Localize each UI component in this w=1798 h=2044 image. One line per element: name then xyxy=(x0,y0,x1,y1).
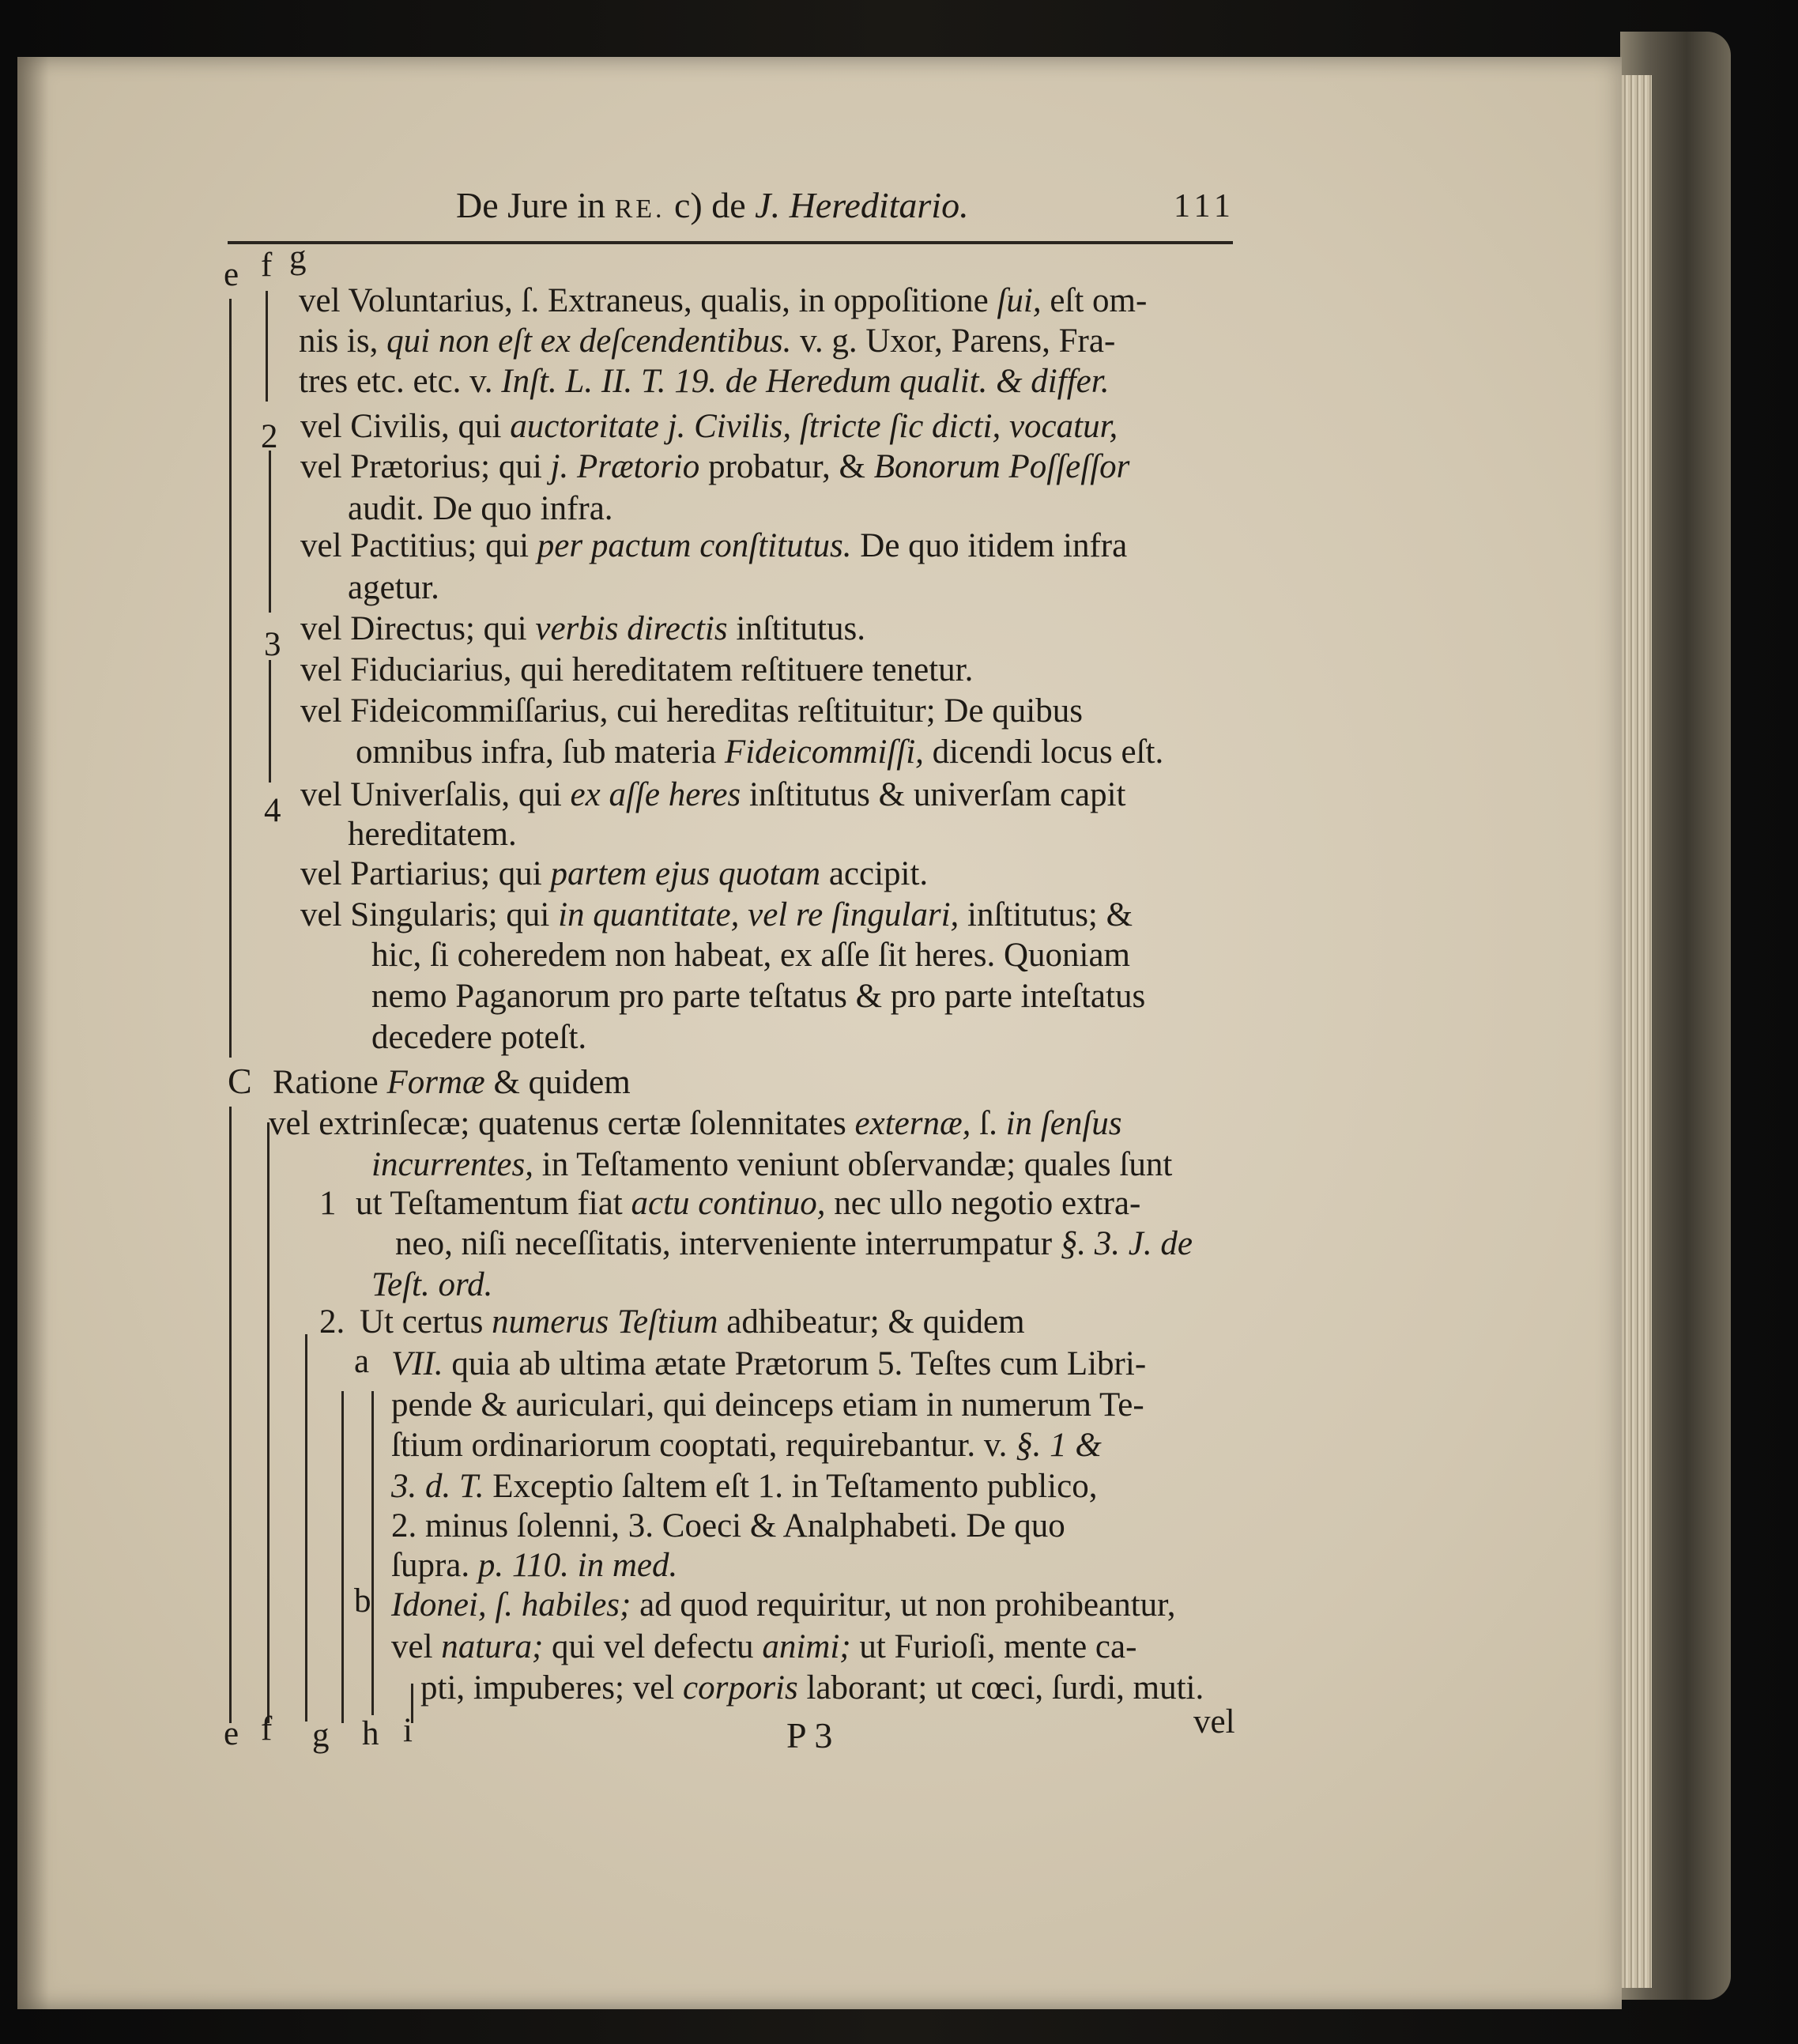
text-line xyxy=(299,281,1147,322)
bracket-line xyxy=(371,1391,374,1715)
text-line xyxy=(269,1103,1122,1145)
text-segment: hereditatem. xyxy=(348,816,517,853)
running-head xyxy=(456,184,969,226)
text-line xyxy=(391,1627,1136,1668)
text-line xyxy=(348,568,439,609)
text-line xyxy=(299,361,1109,402)
text-line xyxy=(300,447,1129,488)
text-segment: nec ullo negotio extra- xyxy=(825,1185,1141,1222)
bracket-line xyxy=(305,1334,307,1722)
text-line xyxy=(371,976,1145,1017)
text-segment: ſtium ordinariorum cooptati, requirebantur. v. xyxy=(391,1427,1016,1464)
text-segment: nemo Paganorum pro parte teſtatus & pro parte inteſtatus xyxy=(371,978,1146,1015)
text-segment: vel Prætorius; qui xyxy=(300,448,551,485)
footer-letter: f xyxy=(261,1710,273,1748)
text-segment: tres etc. etc. v. xyxy=(299,363,502,400)
text-segment: vel extrinſecæ; quatenus certæ ſolennitates xyxy=(269,1105,855,1142)
bracket-line xyxy=(229,1107,232,1723)
italic-text-segment: verbis directis xyxy=(535,610,728,647)
italic-text-segment: Fideicommiſſi, xyxy=(724,734,924,771)
italic-text-segment: §. 1 & xyxy=(1016,1427,1102,1464)
italic-text-segment: auctoritate j. Civilis, ſtricte ſic dicti, vocatur, xyxy=(510,408,1118,445)
text-segment: v. g. Uxor, Parens, Fra- xyxy=(791,322,1116,360)
italic-text-segment: per pactum conſtitutus. xyxy=(537,527,852,564)
italic-text-segment: Idonei, ſ. habiles; xyxy=(391,1586,631,1624)
text-segment: vel Voluntarius, ſ. Extraneus, qualis, in oppoſitione xyxy=(299,282,997,319)
text-line xyxy=(348,488,613,530)
text-segment: vel Directus; qui xyxy=(300,610,536,647)
text-segment: vel Partiarius; qui xyxy=(300,855,551,892)
text-segment: decedere poteſt. xyxy=(371,1019,587,1056)
text-segment: agetur. xyxy=(348,569,439,606)
text-line xyxy=(300,895,1133,936)
bracket-line xyxy=(269,451,271,613)
margin-letter-c: C xyxy=(228,1061,252,1101)
italic-text-segment: §. 3. J. de xyxy=(1060,1225,1193,1262)
text-line xyxy=(300,406,1118,447)
italic-text-segment: VII. xyxy=(391,1345,443,1382)
text-line xyxy=(391,1585,1176,1626)
text-segment: pti, impuberes; vel xyxy=(420,1669,683,1706)
text-segment: ut Furioſi, mente ca- xyxy=(850,1628,1137,1665)
header-rule xyxy=(228,241,1233,244)
italic-text-segment: corporis xyxy=(683,1669,798,1706)
italic-text-segment: natura; xyxy=(441,1628,544,1665)
text-segment: Exceptio ſaltem eſt 1. in Teſtamento publico, xyxy=(484,1468,1098,1505)
text-line xyxy=(371,1017,586,1058)
footer-letter: g xyxy=(312,1717,330,1754)
bracket-letter-f: f xyxy=(261,247,273,284)
text-segment: Ut certus xyxy=(360,1303,492,1341)
text-segment: inſtitutus; & xyxy=(959,896,1133,933)
text-line xyxy=(300,691,1083,732)
text-segment: probatur, & xyxy=(699,448,874,485)
italic-text-segment: j. Prætorio xyxy=(550,448,700,485)
text-line xyxy=(395,1224,1193,1265)
text-segment: ut Teſtamentum fiat xyxy=(356,1185,631,1222)
italic-text-segment: incurrentes, xyxy=(371,1146,534,1183)
text-segment: 2. minus ſolenni, 3. Coeci & Analphabeti. De quo xyxy=(391,1507,1065,1544)
italic-text-segment: numerus Teſtium xyxy=(492,1303,718,1341)
margin-number: 4 xyxy=(264,792,281,829)
bracket-line xyxy=(267,1122,270,1723)
text-segment: vel xyxy=(391,1628,442,1665)
italic-text-segment: 3. d. T. xyxy=(391,1468,484,1505)
text-line xyxy=(348,814,517,855)
text-line xyxy=(391,1344,1146,1385)
margin-letter: b xyxy=(354,1582,371,1620)
text-line xyxy=(391,1545,677,1586)
running-head-text: De Jure in xyxy=(456,185,606,225)
text-segment: De quo itidem infra xyxy=(851,527,1128,564)
text-line xyxy=(356,1183,1140,1224)
footer-letter: i xyxy=(403,1712,413,1749)
text-line xyxy=(391,1506,1065,1547)
text-segment: pende & auriculari, qui deinceps etiam in numerum Te- xyxy=(391,1386,1144,1424)
text-segment: vel Univerſalis, qui xyxy=(300,776,571,813)
italic-text-segment: partem ejus quotam xyxy=(550,855,821,892)
bracket-letter-g: g xyxy=(289,239,307,276)
margin-number: 1 xyxy=(319,1185,337,1222)
text-segment: eſt om- xyxy=(1041,282,1148,319)
text-segment: vel Fiduciarius, qui hereditatem reſtituere tenetur. xyxy=(300,651,974,688)
text-segment: vel Pactitius; qui xyxy=(300,527,537,564)
italic-text-segment: qui non eſt ex deſcendentibus. xyxy=(386,322,792,360)
italic-text-segment: ſui, xyxy=(997,282,1042,319)
text-segment: vel Fideicommiſſarius, cui hereditas reſtituitur; De quibus xyxy=(300,692,1083,730)
text-line xyxy=(300,854,928,895)
text-line xyxy=(299,321,1115,362)
text-segment: qui vel defectu xyxy=(543,1628,763,1665)
text-segment: ſ. xyxy=(971,1105,1006,1142)
page-number: 111 xyxy=(1174,188,1235,224)
text-line xyxy=(371,1145,1172,1186)
margin-number: 2 xyxy=(261,418,278,455)
running-head-text-b: c) de xyxy=(674,185,746,225)
running-head-italic: J. Hereditario. xyxy=(755,185,969,225)
italic-text-segment: in quantitate, vel re ſingulari, xyxy=(558,896,959,933)
text-line xyxy=(300,526,1127,567)
text-segment: neo, niſi neceſſitatis, interveniente interrumpatur xyxy=(395,1225,1061,1262)
text-segment: dicendi locus eſt. xyxy=(923,734,1164,771)
italic-text-segment: Formæ xyxy=(386,1064,485,1101)
text-line xyxy=(391,1385,1144,1426)
bracket-line xyxy=(341,1391,344,1723)
text-segment: inſtitutus. xyxy=(727,610,865,647)
text-line xyxy=(356,732,1163,773)
signature-mark: P 3 xyxy=(786,1715,833,1756)
text-line xyxy=(300,775,1126,816)
catchword: vel xyxy=(1193,1703,1235,1740)
margin-letter: a xyxy=(354,1343,370,1380)
italic-text-segment: Bonorum Poſſeſſor xyxy=(873,448,1130,485)
text-line xyxy=(420,1668,1204,1709)
text-segment: hic, ſi coheredem non habeat, ex aſſe ſit heres. Quoniam xyxy=(371,937,1130,974)
text-segment: nis is, xyxy=(299,322,387,360)
text-segment: accipit. xyxy=(820,855,929,892)
footer-letter: h xyxy=(362,1715,379,1752)
italic-text-segment: animi; xyxy=(762,1628,851,1665)
text-line xyxy=(391,1425,1102,1466)
text-segment: laborant; ut cœci, ſurdi, muti. xyxy=(797,1669,1204,1706)
bracket-line xyxy=(229,299,232,1058)
text-segment: adhibeatur; & quidem xyxy=(718,1303,1025,1341)
text-segment: Ratione xyxy=(273,1064,387,1101)
text-segment: vel Singularis; qui xyxy=(300,896,559,933)
italic-text-segment: externæ, xyxy=(854,1105,971,1142)
text-line xyxy=(391,1466,1097,1507)
text-line xyxy=(360,1302,1025,1343)
page-gutter-shadow xyxy=(17,57,49,2009)
text-segment: omnibus infra, ſub materia xyxy=(356,734,725,771)
text-segment: ſupra. xyxy=(391,1547,478,1584)
text-segment: vel Civilis, qui xyxy=(300,408,511,445)
italic-text-segment: actu continuo, xyxy=(631,1185,826,1222)
text-segment: quia ab ultima ætate Prætorum 5. Teſtes cum Libri- xyxy=(443,1345,1147,1382)
margin-number: 3 xyxy=(264,626,281,663)
italic-text-segment: in ſenſus xyxy=(1005,1105,1122,1142)
italic-text-segment: Inſt. L. II. T. 19. de Heredum qualit. & differ. xyxy=(501,363,1110,400)
text-line xyxy=(371,1265,492,1306)
text-segment: in Teſtamento veniunt obſervandæ; quales ſunt xyxy=(533,1146,1173,1183)
text-line xyxy=(273,1062,631,1103)
text-segment: & quidem xyxy=(484,1064,631,1101)
text-line xyxy=(371,935,1130,976)
text-segment: audit. De quo infra. xyxy=(348,490,613,527)
italic-text-segment: ex aſſe heres xyxy=(570,776,741,813)
bracket-letter-e: e xyxy=(224,256,239,293)
italic-text-segment: p. 110. in med. xyxy=(477,1547,678,1584)
italic-text-segment: Teſt. ord. xyxy=(371,1266,493,1303)
text-line xyxy=(300,650,973,691)
margin-number: 2. xyxy=(319,1303,345,1341)
text-line xyxy=(300,609,865,650)
footer-letter: e xyxy=(224,1715,239,1752)
bracket-line xyxy=(266,291,268,402)
bracket-line xyxy=(269,660,271,783)
text-segment: inſtitutus & univerſam capit xyxy=(741,776,1126,813)
running-head-small-caps: RE. xyxy=(614,194,665,224)
text-segment: ad quod requiritur, ut non prohibeantur, xyxy=(631,1586,1176,1624)
